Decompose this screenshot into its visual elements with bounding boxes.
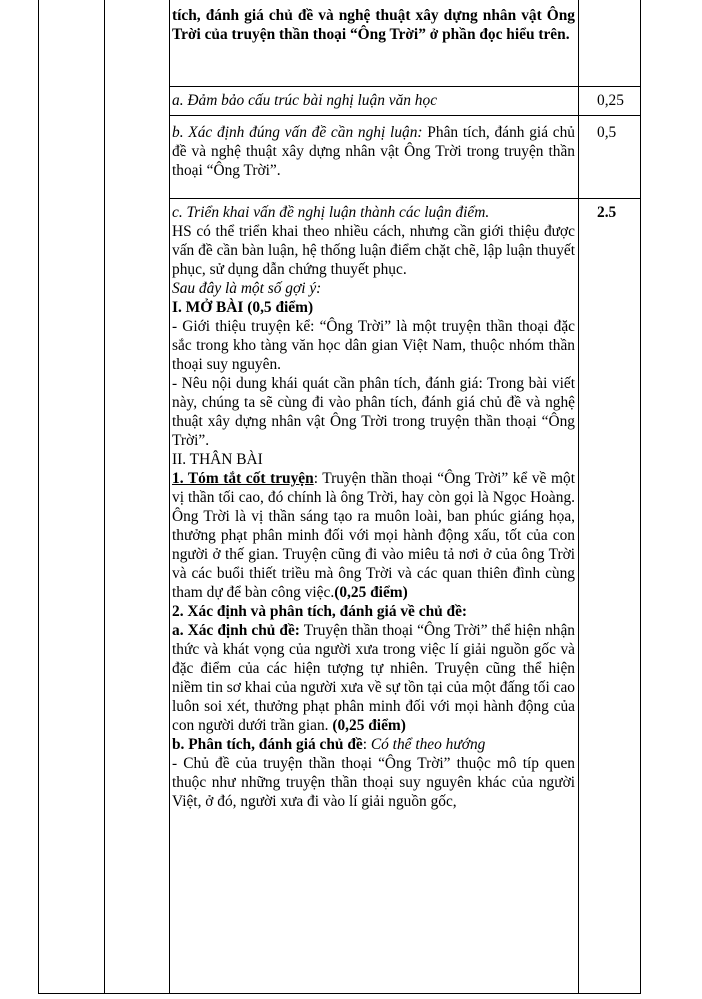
- table-border-right: [640, 0, 641, 994]
- mo-bai-point-1: - Giới thiệu truyện kể: “Ông Trời” là một truyện thần thoại đặc sắc trong kho tàng văn học dân gian Việt Nam, thuộc nhóm thần thoại suy nguyên.: [172, 318, 575, 373]
- theme-identify-title: a. Xác định chủ đề:: [172, 622, 300, 639]
- criterion-c-label: c. Triển khai vấn đề nghị luận thành các luận điểm.: [172, 204, 490, 221]
- summary-score: (0,25 điểm): [334, 584, 408, 601]
- theme-analysis-hint: Có thể theo hướng: [370, 736, 486, 753]
- table-border-bottom: [38, 993, 641, 994]
- theme-section-title: 2. Xác định và phân tích, đánh giá về chủ đề:: [172, 603, 468, 620]
- criterion-c-intro: HS có thể triển khai theo nhiều cách, nhưng cần giới thiệu được vấn đề cần bàn luận, hệ thống luận điểm chặt chẽ, lập luận thuyết phục, sử dụng dẫn chứng thuyết phục.: [172, 223, 575, 278]
- section-heading: tích, đánh giá chủ đề và nghệ thuật xây dựng nhân vật Ông Trời của truyện thần thoại “Ông Trời” ở phần đọc hiểu trên.: [172, 7, 575, 43]
- criterion-b-score: 0,5: [597, 124, 617, 141]
- theme-analysis-heading: [172, 735, 575, 754]
- table-border-col2: [169, 0, 170, 994]
- criterion-c-score: 2.5: [597, 204, 617, 221]
- row-divider: [169, 115, 641, 116]
- criterion-b-label: b. Xác định đúng vấn đề cần nghị luận:: [172, 124, 423, 141]
- table-border-col3: [578, 0, 579, 994]
- than-bai-title: II. THÂN BÀI: [172, 451, 263, 468]
- criterion-c-hint: Sau đây là một số gợi ý:: [172, 280, 322, 297]
- theme-identify-paragraph: [172, 621, 575, 735]
- theme-analysis-text: - Chủ đề của truyện thần thoại “Ông Trời” thuộc mô típ quen thuộc như những truyện thần thoại suy nguyên khác của người Việt, ở đó, người xưa đi vào lí giải nguồn gốc,: [172, 755, 575, 810]
- summary-text: : Truyện thần thoại “Ông Trời” kể về một vị thần tối cao, đó chính là ông Trời, hay còn gọi là Ngọc Hoàng. Ông Trời là vị thần sáng tạo ra muôn loài, ban phúc giáng họa, thưởng phạt phân minh đối với mọi hành động xấu, tốt của con người ở thế gian. Truyện cũng đi vào miêu tả nơi ở của ông Trời và các buổi thiết triều mà ông Trời và các quan thiên đình cùng tham dự để bàn công việc.: [172, 470, 575, 601]
- criterion-c: [172, 203, 575, 811]
- row-divider: [169, 86, 641, 87]
- criterion-a: a. Đảm bảo cấu trúc bài nghị luận văn học: [172, 92, 438, 109]
- criterion-b-text: Phân tích, đánh giá chủ đề và nghệ thuật xây dựng nhân vật Ông Trời trong truyện thần thoại “Ông Trời”.: [172, 124, 576, 179]
- summary-title: 1. Tóm tắt cốt truyện: [172, 470, 314, 487]
- theme-analysis-colon: :: [362, 736, 371, 753]
- mo-bai-point-2: - Nêu nội dung khái quát cần phân tích, đánh giá: Trong bài viết này, chúng ta sẽ cùng đi vào phân tích, đánh giá chủ đề và nghệ thuật xây dựng nhân vật Ông Trời trong truyện thần thoại “Ông Trời”.: [172, 375, 575, 449]
- table-border-left: [38, 0, 39, 994]
- theme-identify-score: (0,25 điểm): [332, 717, 406, 734]
- criterion-a-score: 0,25: [597, 92, 624, 109]
- table-border-col1: [104, 0, 105, 994]
- mo-bai-title: I. MỞ BÀI (0,5 điểm): [172, 299, 314, 316]
- summary-paragraph: [172, 469, 575, 602]
- theme-analysis-title: b. Phân tích, đánh giá chủ đề: [172, 736, 363, 753]
- criterion-b: [172, 123, 575, 180]
- theme-identify-text: Truyện thần thoại “Ông Trời” thể hiện nhận thức và khát vọng của người xưa trong việc lí giải nguồn gốc và đặc điểm của các hiện tượng tự nhiên. Truyện cũng thể hiện niềm tin sơ khai của người xưa về sự tồn tại của một đấng tối cao luôn soi xét, thưởng phạt phân minh đối với mọi hành động của con người dưới trần gian.: [172, 622, 575, 734]
- row-divider: [169, 198, 641, 199]
